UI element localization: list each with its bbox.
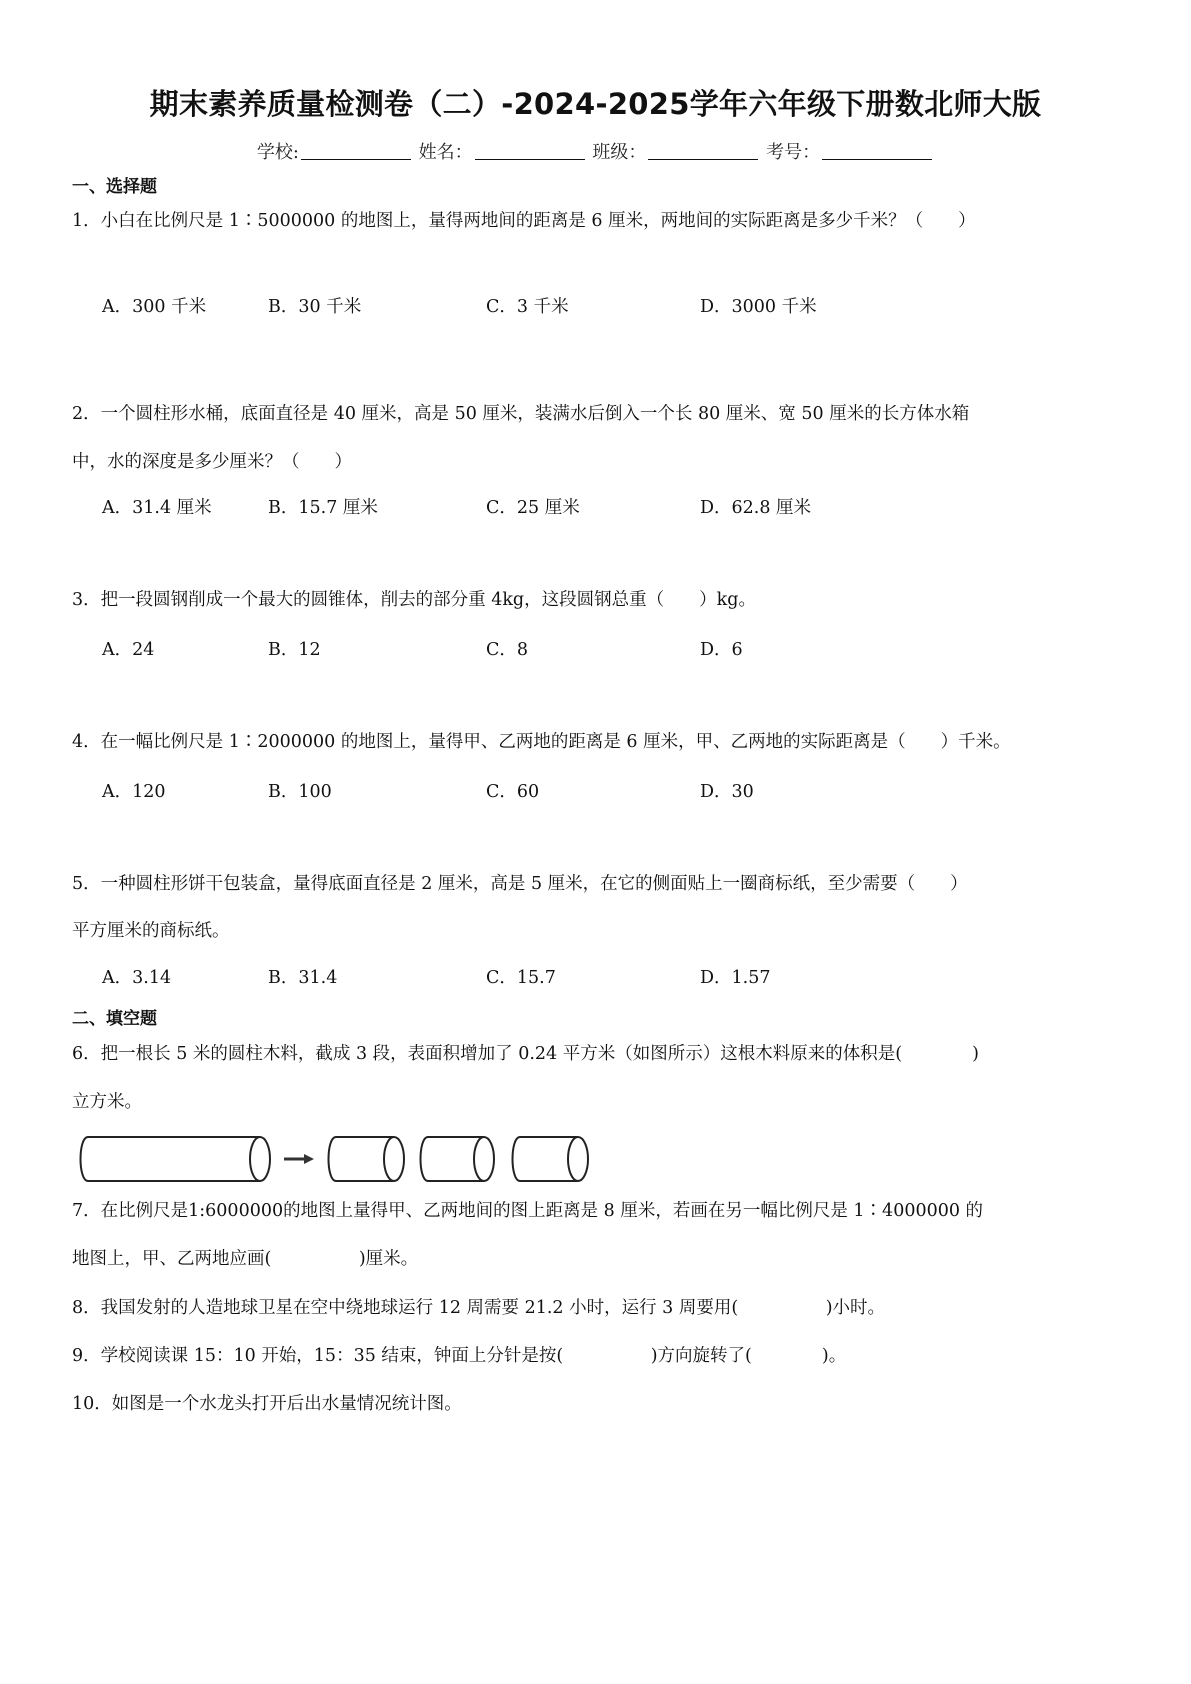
option-b: B．100 bbox=[268, 782, 332, 802]
option-b: B．31.4 bbox=[268, 968, 338, 988]
question-3: 3．把一段圆钢削成一个最大的圆锥体，削去的部分重 4kg，这段圆钢总重（ ）kg。 bbox=[72, 590, 756, 610]
cylinder-diagram-icon bbox=[72, 1133, 612, 1185]
option-d: D．1.57 bbox=[700, 968, 771, 988]
class-field[interactable] bbox=[648, 141, 758, 160]
option-a: A．120 bbox=[102, 782, 166, 802]
question-1: 1．小白在比例尺是 1∶5000000 的地图上，量得两地间的距离是 6 厘米，两地间的实际距离是多少千米？（ ） bbox=[72, 211, 976, 231]
question-6-line-1: 6．把一根长 5 米的圆柱木料，截成 3 段，表面积增加了 0.24 平方米（如图所示）这根木料原来的体积是( ) bbox=[72, 1044, 979, 1064]
question-8: 8．我国发射的人造地球卫星在空中绕地球运行 12 周需要 21.2 小时，运行 3 周要用( )小时。 bbox=[72, 1298, 886, 1318]
class-label: 班级： bbox=[592, 142, 647, 163]
option-d: D．62.8 厘米 bbox=[700, 498, 812, 518]
question-6-line-2: 立方米。 bbox=[72, 1092, 142, 1112]
question-2-line-2: 中，水的深度是多少厘米？（ ） bbox=[72, 452, 352, 472]
option-c: C．3 千米 bbox=[486, 297, 569, 317]
option-c: C．15.7 bbox=[486, 968, 556, 988]
school-label: 学校: bbox=[256, 142, 299, 163]
option-c: C．8 bbox=[486, 640, 529, 660]
question-9: 9．学校阅读课 15：10 开始，15：35 结束，钟面上分针是按( )方向旋转了( )。 bbox=[72, 1346, 847, 1366]
question-5-line-1: 5．一种圆柱形饼干包装盒，量得底面直径是 2 厘米，高是 5 厘米，在它的侧面贴上一圈商标纸，至少需要（ ） bbox=[72, 874, 968, 894]
name-label: 姓名： bbox=[418, 142, 473, 163]
section-heading-fill-blank: 二、填空题 bbox=[72, 1009, 157, 1029]
question-7-line-1: 7．在比例尺是1:6000000的地图上量得甲、乙两地间的图上距离是 8 厘米，若画在另一幅比例尺是 1∶4000000 的 bbox=[72, 1201, 984, 1221]
cylinder-cut-figure bbox=[72, 1133, 612, 1189]
question-2-line-1: 2．一个圆柱形水桶，底面直径是 40 厘米，高是 50 厘米，装满水后倒入一个长 80 厘米、宽 50 厘米的长方体水箱 bbox=[72, 404, 970, 424]
option-a: A．3.14 bbox=[102, 968, 172, 988]
option-d: D．30 bbox=[700, 782, 754, 802]
option-b: B．12 bbox=[268, 640, 321, 660]
arrow-right-icon bbox=[284, 1154, 314, 1164]
option-b: B．15.7 厘米 bbox=[268, 498, 378, 518]
student-info-row bbox=[0, 138, 1191, 164]
option-a: A．24 bbox=[102, 640, 155, 660]
option-b: B．30 千米 bbox=[268, 297, 362, 317]
question-7-line-2: 地图上，甲、乙两地应画( )厘米。 bbox=[72, 1249, 419, 1269]
question-5-line-2: 平方厘米的商标纸。 bbox=[72, 921, 230, 941]
option-d: D．3000 千米 bbox=[700, 297, 817, 317]
section-heading-choice: 一、选择题 bbox=[72, 177, 157, 197]
exam-number-field[interactable] bbox=[822, 141, 932, 160]
exam-number-label: 考号： bbox=[766, 142, 821, 163]
option-a: A．300 千米 bbox=[102, 297, 207, 317]
option-a: A．31.4 厘米 bbox=[102, 498, 212, 518]
question-10: 10．如图是一个水龙头打开后出水量情况统计图。 bbox=[72, 1394, 462, 1414]
option-c: C．60 bbox=[486, 782, 540, 802]
option-c: C．25 厘米 bbox=[486, 498, 580, 518]
question-4: 4．在一幅比例尺是 1∶2000000 的地图上，量得甲、乙两地的距离是 6 厘米，甲、乙两地的实际距离是（ ）千米。 bbox=[72, 732, 1011, 752]
page-title: 期末素养质量检测卷（二）-2024-2025学年六年级下册数北师大版 bbox=[149, 87, 1042, 121]
school-field[interactable] bbox=[301, 141, 411, 160]
option-d: D．6 bbox=[700, 640, 743, 660]
name-field[interactable] bbox=[475, 141, 585, 160]
